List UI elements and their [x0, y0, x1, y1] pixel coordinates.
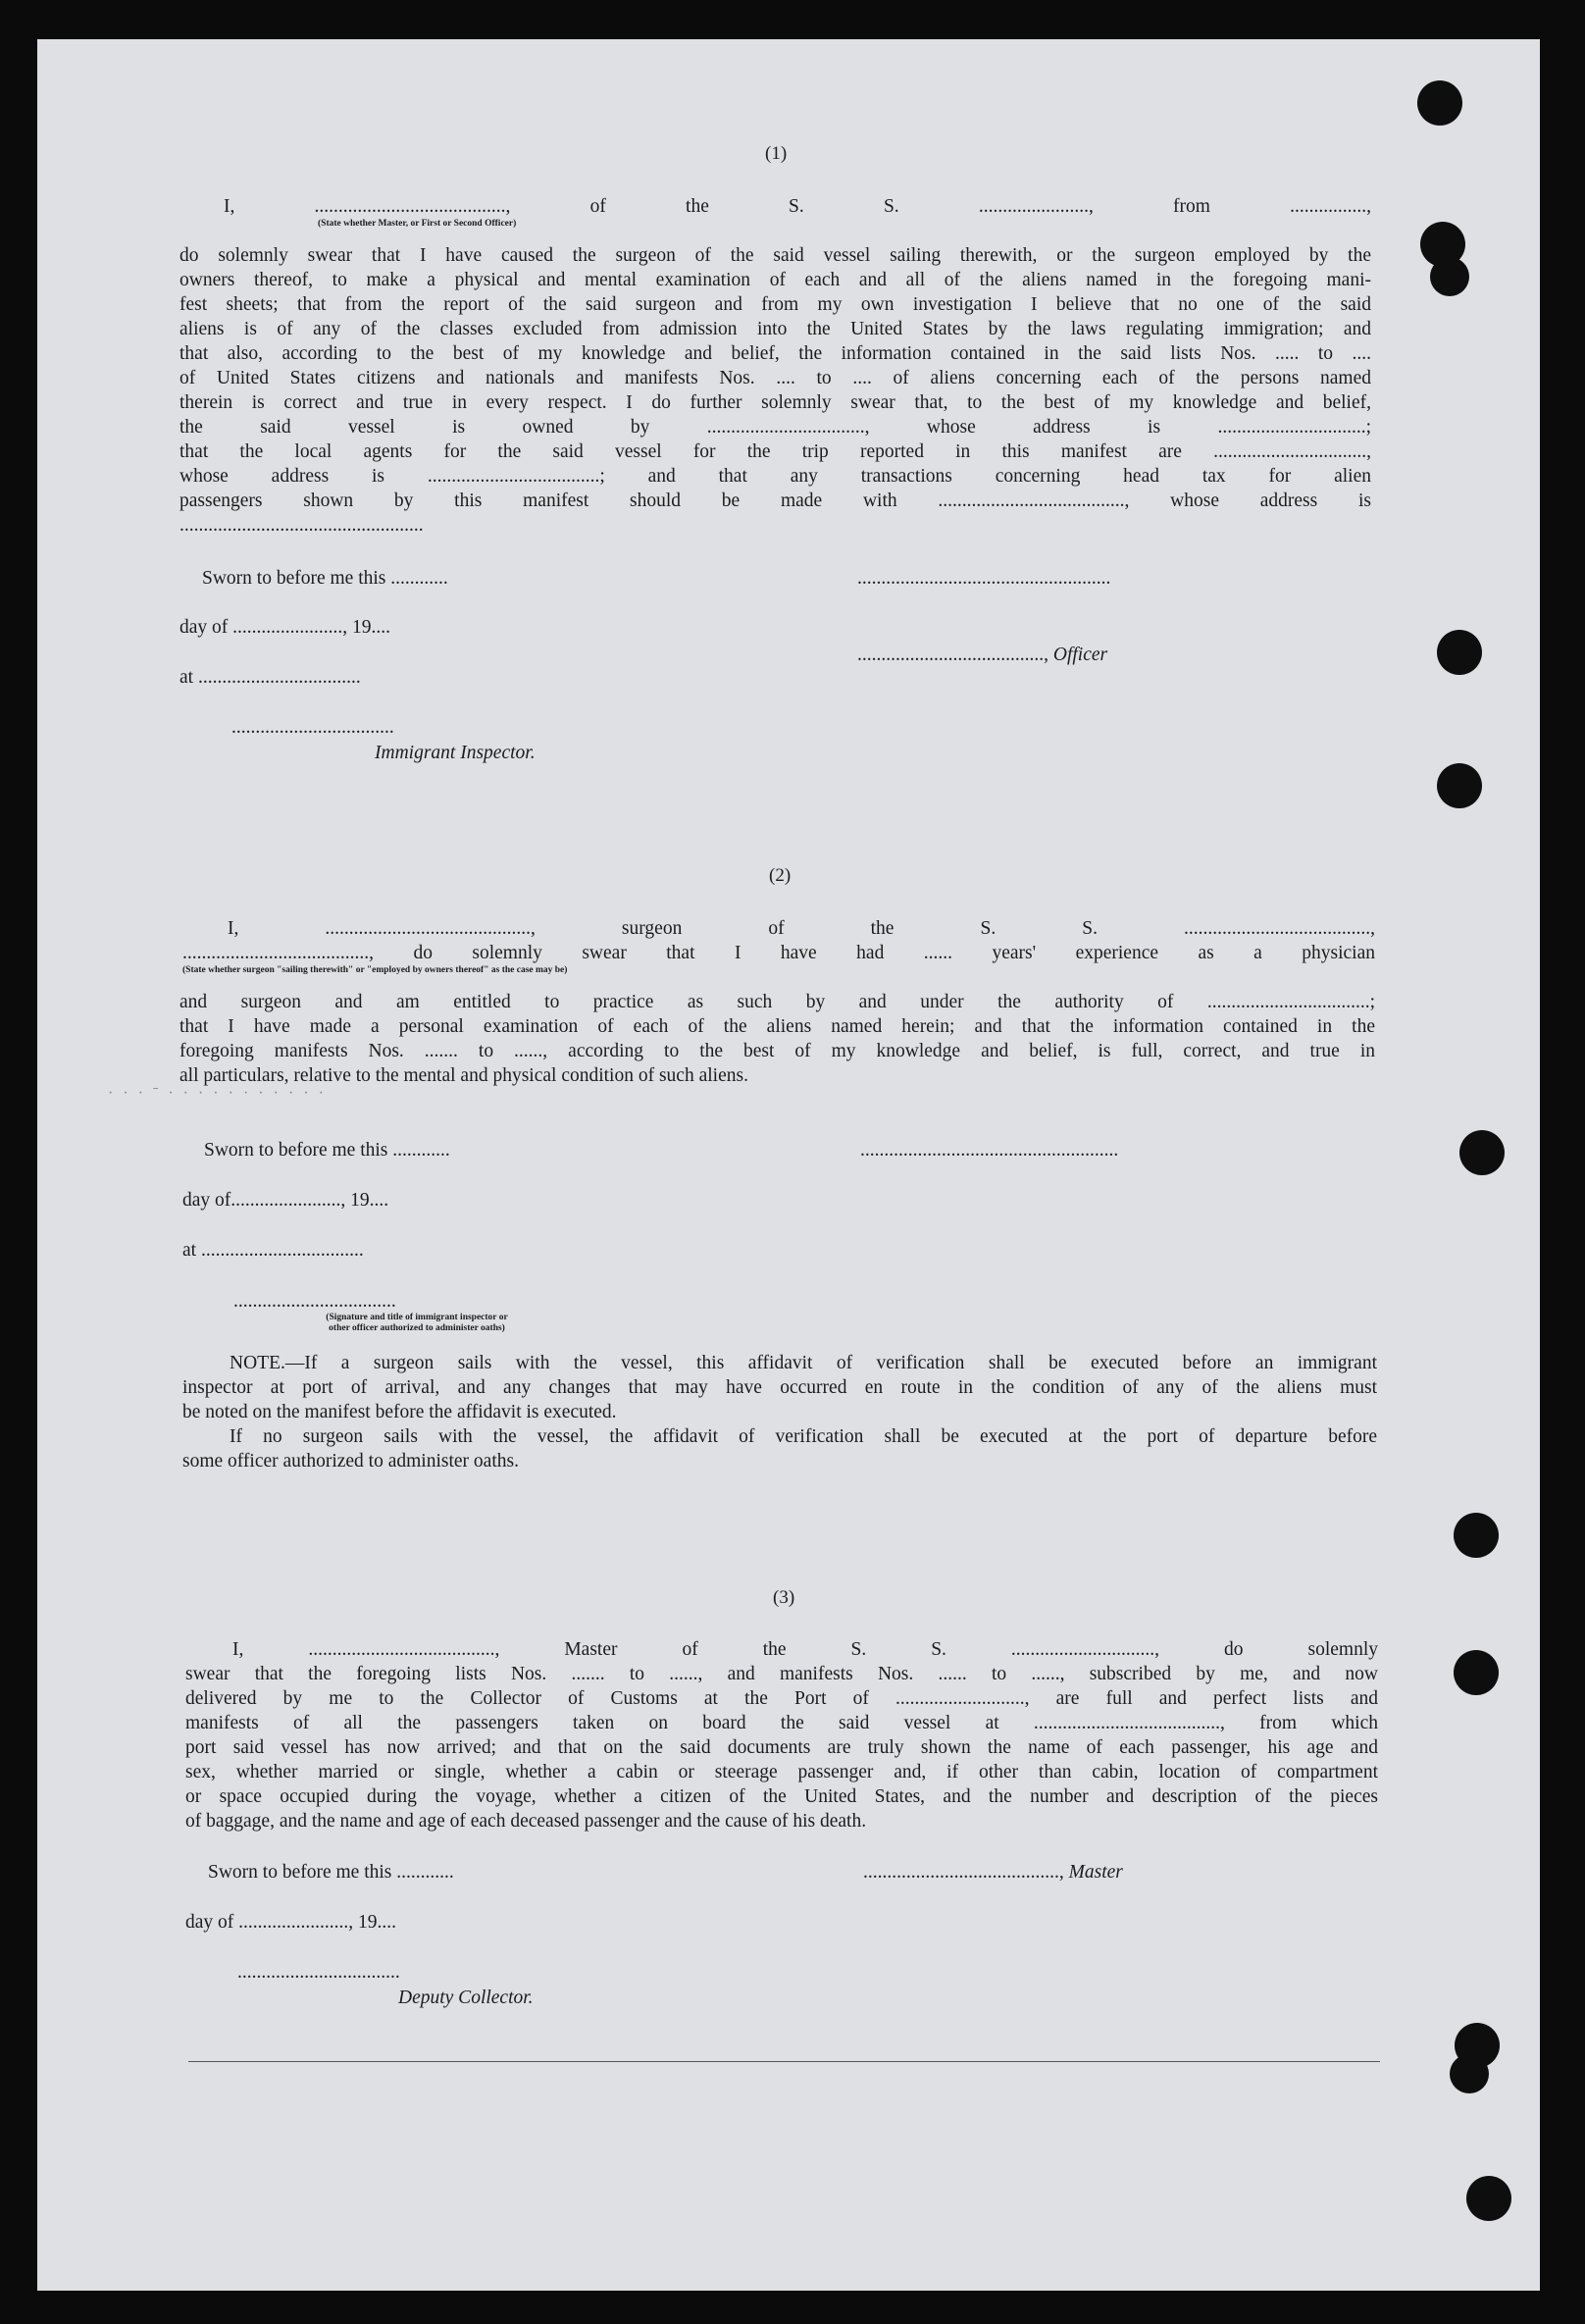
section-3-sworn: Sworn to before me this ............ [208, 1862, 454, 1883]
section-1-sworn: Sworn to before me this ............ [202, 568, 448, 589]
punch-hole [1454, 1650, 1499, 1695]
punch-hole [1437, 763, 1482, 808]
section-3-day: day of ......................., 19.... [185, 1912, 397, 1933]
punch-hole [1417, 80, 1462, 126]
section-2-at: at .................................. [182, 1240, 364, 1261]
section-1-body: do solemnly swear that I have caused the surgeon of the said vessel sailing therewith, or the surgeon employed by the owners thereof, to make a physical and mental examination of each and all of the aliens named in the foregoing mani- fest sheets; that from the report of the said surgeon and from my own investigation I believe that no one of the said aliens is of any of the classes excluded from admission into the United States by the laws regulating immigration; and that also, according to the best of my knowledge and belief, the information contained in the said lists Nos. ..... to .... of United States citizens and nationals and manifests Nos. .... to .... of aliens concerning each of the persons named therein is correct and true in every respect. I do further solemnly swear that, to the best of my knowledge and belief, the said vessel is owned by ................................., whose address is ...............................; that the local agents for the said vessel for the trip reported in this manifest are ................................, whose address is ....................................; and that any transactions concerning head tax for alien passengers shown by this manifest should be made with ......................................., whose address is ................................................... [179, 245, 1371, 536]
section-1-number: (1) [765, 143, 788, 164]
section-2-note: NOTE.—If a surgeon sails with the vessel, this affidavit of verification shall be executed before an immigrant inspector at port of arrival, and any changes that may have occurred en route in the condition of any of the aliens must be noted on the manifest before the affidavit is executed. If no surgeon sails with the vessel, the affidavit of verification shall be executed at the port of departure before some officer authorized to administer oaths. [182, 1353, 1377, 1472]
deputy-collector-label: Deputy Collector. [398, 1988, 534, 2008]
section-3-body: I, ......................................., Master of the S. S. .............................., do solemnly swear that the foregoing lists Nos. ....... to ......, and manifests Nos. ...... to ......, subscribed by me, and now delivered by me to the Collector of Customs at the Port of ..........................., are full and perfect lists and manifests of all the passengers taken on board the said vessel at ......................................., from which port said vessel has now arrived; and that on the said documents are truly shown the name of each passenger, his age and sex, whether married or single, whether a cabin or steerage passenger and, if other than cabin, location of compartment or space occupied during the voyage, whether a citizen of the United States, and the number and description of the pieces of baggage, and the name and age of each deceased passenger and the cause of his death. [185, 1639, 1378, 1832]
punch-hole [1450, 2054, 1489, 2093]
bottom-rule [188, 2061, 1380, 2062]
officer-type-note: (State whether Master, or First or Second Officer) [318, 219, 517, 229]
section-2-body: and surgeon and am entitled to practice as such by and under the authority of ..................................; that I have made a personal examination of each of the aliens named herein; and that the information contained in the foregoing manifests Nos. ....... to ......, according to the best of my knowledge and belief, is full, correct, and true in all particulars, relative to the mental and physical condition of such aliens. [179, 992, 1375, 1086]
section-2-signature-note: (Signature and title of immigrant inspector or other officer authorized to administer oaths) [326, 1313, 508, 1333]
section-2-sworn: Sworn to before me this ............ [204, 1140, 450, 1161]
section-1-opening: I, ........................................, of the S. S. ......................., from ................, (State whether Master, or First or Second Officer) [224, 196, 1371, 229]
officer-label: Officer [1052, 645, 1108, 665]
section-2-inspector-signature: .................................. [233, 1291, 396, 1312]
section-2-right-signature: ...................................................... [860, 1140, 1119, 1161]
section-2-opening: I, ..........................................., surgeon of the S. S. ......................................., ......................................., do solemnly swear that I have had ...... years' experience as a physician (State whether surgeon "sailing therewith" or "employed by owners thereof" as the case may be) [182, 918, 1375, 975]
section-2-number: (2) [769, 865, 792, 886]
punch-hole [1454, 1513, 1499, 1558]
section-1-at: at .................................. [179, 667, 361, 688]
section-2-day: day of......................., 19.... [182, 1190, 389, 1211]
immigrant-inspector-label: Immigrant Inspector. [375, 743, 536, 763]
surgeon-type-note: (State whether surgeon "sailing therewith" or "employed by owners thereof" as the case may be) [182, 965, 568, 975]
master-label: Master [1068, 1862, 1123, 1883]
section-3-collector-signature: .................................. [237, 1962, 400, 1983]
section-1-right-signature: ..................................................... [857, 568, 1111, 589]
punch-hole [1430, 257, 1469, 296]
faint-bleed-through: · · · ˉ · · · · · · · · · · · [108, 1085, 327, 1102]
section-1-day: day of ......................., 19.... [179, 617, 391, 638]
punch-hole [1437, 630, 1482, 675]
section-1-inspector-signature: .................................. [231, 717, 394, 738]
section-3-master-line: ........................................., Master [863, 1862, 1123, 1883]
section-1-officer-line: ......................................., Officer [857, 645, 1108, 665]
section-3-number: (3) [773, 1587, 795, 1608]
punch-hole [1459, 1130, 1505, 1175]
punch-hole [1466, 2176, 1511, 2221]
